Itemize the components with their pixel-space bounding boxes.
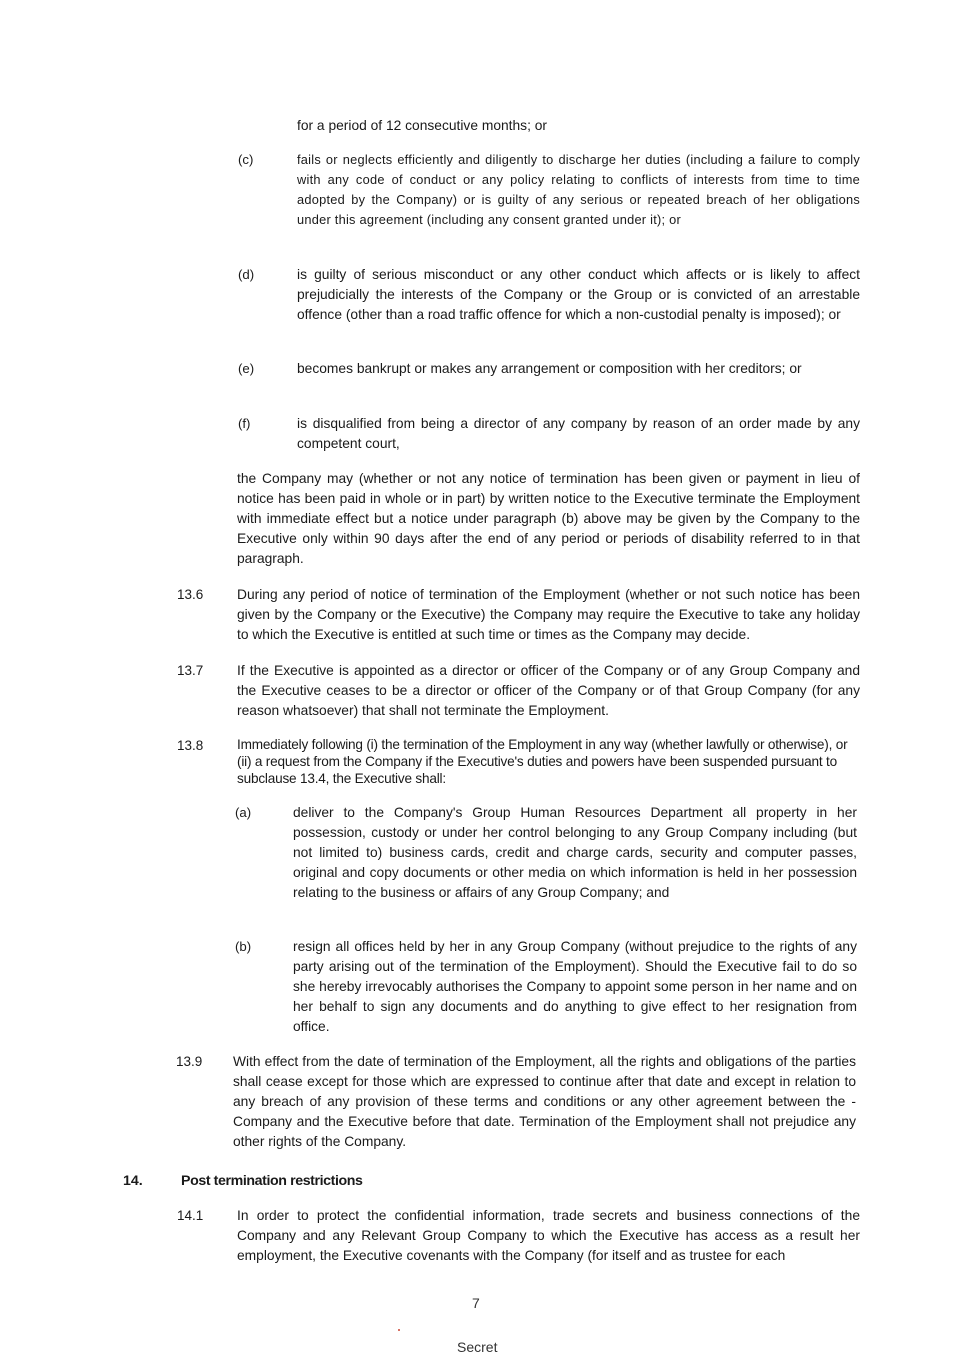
clause-number: 13.6 [177, 587, 204, 602]
list-item-text: fails or neglects efficiently and diligently to discharge her duties (including a failure to comply with any code of conduct or any policy relating to conflicts of interests from time to time adopted by the Company) or is guilty of any serious or repeated breach of her obligations under this agreement (including any consent granted under it); or [297, 152, 860, 227]
carryover-text: for a period of 12 consecutive months; or [297, 118, 548, 133]
list-item-label: (b) [235, 939, 252, 954]
list-item-text: deliver to the Company's Group Human Resources Department all property in her possession, custody or under her control belonging to any Group Company including (but not limited to) business cards, credit and charge cards, security and computer passes, original and copy documents or other media on which information is held in her possession relating to the business or affairs of any Group Company; and [293, 805, 857, 900]
list-item-text: is guilty of serious misconduct or any other conduct which affects or is likely to affect prejudicially the interests of the Company or the Group or is convicted of an arrestable offence (other than a road traffic offence for which a non-custodial penalty is imposed); or [297, 267, 860, 322]
page-number: 7 [472, 1295, 480, 1311]
list-item-label: (c) [238, 152, 254, 167]
list-item-text: becomes bankrupt or makes any arrangement or composition with her creditors; or [297, 361, 802, 376]
document-classification: Secret [457, 1339, 498, 1355]
list-item-label: (d) [238, 267, 255, 282]
list-item-text: resign all offices held by her in any Group Company (without prejudice to the rights of any party arising out of the termination of the Employment). Should the Executive fail to do so she hereby irrevocably authorises the Company to appoint some person in her name and on her behalf to sign any documents and do anything to give effect to her resignation from office. [293, 939, 857, 1034]
clause-text: Immediately following (i) the termination of the Employment in any way (whether lawfully or otherwise), or (ii) a request from the Company if the Executive's duties and powers have been suspended pursuant to subclause 13.4, the Executive shall: [237, 737, 848, 786]
scan-speck [398, 1329, 400, 1331]
list-item-label: (a) [235, 805, 252, 820]
list-item-label: (e) [238, 361, 255, 376]
section-number: 14. [123, 1173, 143, 1189]
clause-number: 14.1 [177, 1208, 204, 1223]
clause-number: 13.9 [176, 1054, 203, 1069]
list-item-label: (f) [238, 416, 251, 431]
clause-number: 13.8 [177, 738, 204, 753]
clause-text: With effect from the date of termination of the Employment, all the rights and obligations of the parties shall cease except for those which are expressed to continue after that date and except in relation to any breach of any provision of these terms and conditions or any other agreement between the - Company and the Executive before that date. Termination of the Employment shall not prejudice any other rights of the Company. [233, 1054, 856, 1149]
closing-paragraph: the Company may (whether or not any notice of termination has been given or payment in lieu of notice has been paid in whole or in part) by written notice to the Executive terminate the Employment with immediate effect but a notice under paragraph (b) above may be given by the Company to the Executive only within 90 days after the end of any period or periods of disability referred to in that paragraph. [237, 471, 860, 566]
clause-text: In order to protect the confidential information, trade secrets and business connections of the Company and any Relevant Group Company to which the Executive has access as a result her employment, the Executive covenants with the Company (for itself and as trustee for each [237, 1208, 860, 1263]
clause-text: During any period of notice of termination of the Employment (whether or not such notice has been given by the Company or the Executive) the Company may require the Executive to take any holiday to which the Executive is entitled at such time or times as the Company may decide. [237, 587, 860, 642]
clause-text: If the Executive is appointed as a director or officer of the Company or of any Group Company and the Executive ceases to be a director or officer of the Company or of that Group Company (for any reason whatsoever) that shall not terminate the Employment. [237, 663, 860, 718]
section-title: Post termination restrictions [181, 1173, 363, 1189]
clause-number: 13.7 [177, 663, 204, 678]
list-item-text: is disqualified from being a director of any company by reason of an order made by any competent court, [297, 416, 860, 451]
